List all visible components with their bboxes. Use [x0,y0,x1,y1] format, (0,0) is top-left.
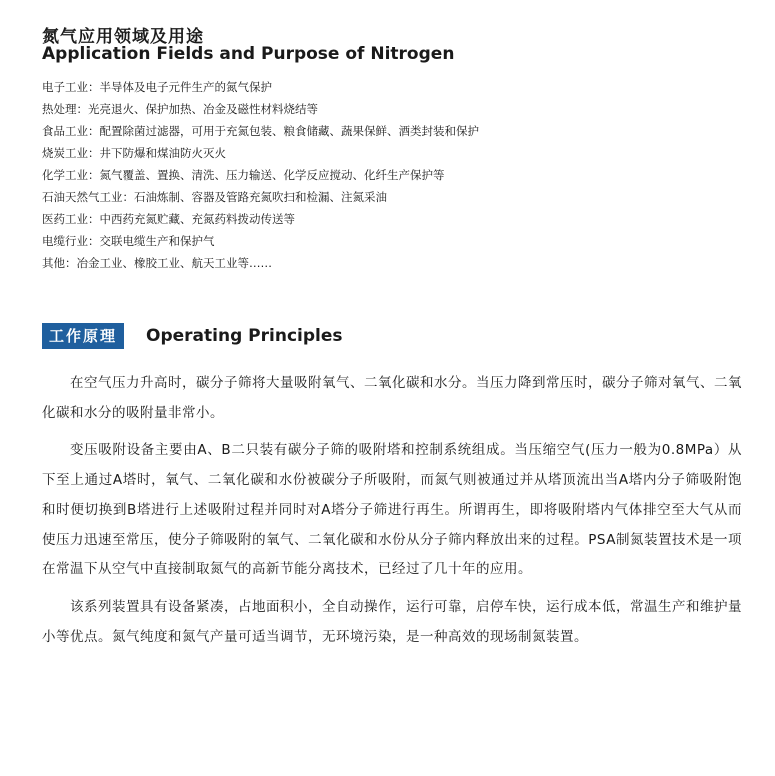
list-item: 石油天然气工业：石油炼制、容器及管路充氮吹扫和检漏、注氮采油 [42,190,387,204]
page-title-english: Application Fields and Purpose of Nitrogen [42,44,455,64]
list-item: 医药工业：中西药充氮贮藏、充氮药料拨动传送等 [42,212,295,226]
application-fields-list [42,76,479,274]
list-item: 其他：冶金工业、橡胶工业、航天工业等…… [42,256,272,270]
paragraph: 变压吸附设备主要由A、B二只装有碳分子筛的吸附塔和控制系统组成。当压缩空气(压力一般为0.8MPa）从下至上通过A塔时，氧气、二氧化碳和水份被碳分子所吸附，而氮气则被通过并从塔顶流出当A塔内分子筛吸附饱和时便切换到B塔进行上述吸附过程并同时对A塔分子筛进行再生。所谓再生，即将吸附塔内气体排空至大气从而使压力迅速至常压，使分子筛吸附的氧气、二氧化碳和水份从分子筛内释放出来的过程。PSA制氮装置技术是一项在常温下从空气中直接制取氮气的高新节能分离技术，已经过了几十年的应用。 [42,442,742,578]
paragraph: 该系列装置具有设备紧凑，占地面积小，全自动操作，运行可靠，启停车快，运行成本低，常温生产和维护量小等优点。氮气纯度和氮气产量可适当调节，无环境污染，是一种高效的现场制氮装置。 [42,598,742,645]
principles-header [42,323,343,349]
section-title-english: Operating Principles [146,326,343,346]
list-item: 电子工业：半导体及电子元件生产的氮气保护 [42,80,272,94]
paragraph: 在空气压力升高时，碳分子筛将大量吸附氧气、二氧化碳和水分。当压力降到常压时，碳分子筛对氧气、二氧化碳和水分的吸附量非常小。 [42,375,742,421]
section-badge: 工作原理 [42,323,124,349]
page-title-chinese: 氮气应用领域及用途 [42,27,204,47]
list-item: 化学工业：氮气覆盖、置换、清洗、压力输送、化学反应搅动、化纤生产保护等 [42,168,445,182]
list-item: 电缆行业：交联电缆生产和保护气 [42,234,215,248]
list-item: 热处理：光亮退火、保护加热、冶金及磁性材料烧结等 [42,102,318,116]
list-item: 烧炭工业：井下防爆和煤油防火灭火 [42,146,226,160]
list-item: 食品工业：配置除菌过滤器，可用于充氮包装、粮食储藏、蔬果保鲜、酒类封装和保护 [42,124,479,138]
principles-body [42,369,742,652]
